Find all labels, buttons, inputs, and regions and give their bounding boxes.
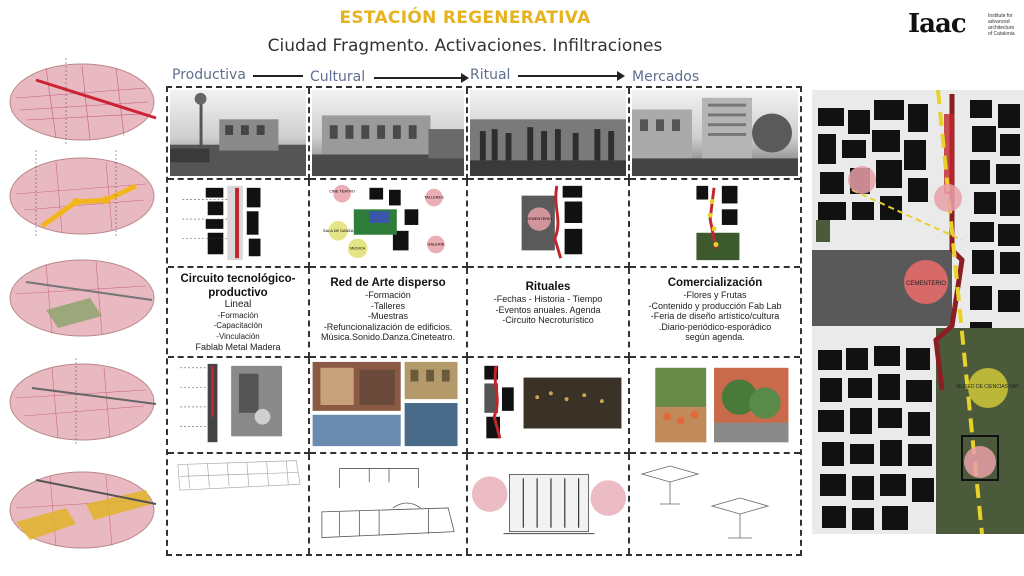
activity-cultural <box>310 358 468 454</box>
desc-cultural-line-3: -Muestras <box>367 311 408 321</box>
flow-arrow-2 <box>374 77 462 79</box>
site-map <box>812 90 1024 534</box>
activation-matrix <box>166 86 802 556</box>
photo-ritual <box>468 88 630 180</box>
desc-productiva-line-4: -Vinculación <box>216 331 260 341</box>
plan-ritual <box>468 180 630 268</box>
flow-stage-mercados: Mercados <box>632 69 700 85</box>
desc-productiva <box>168 268 310 358</box>
desc-productiva-line-1: Lineal <box>224 299 252 310</box>
flow-stage-ritual: Ritual <box>470 67 511 83</box>
map-label-cementerio: CEMENTERIO <box>905 281 947 287</box>
desc-ritual-title: Rituales <box>525 281 571 293</box>
desc-productiva-title: Circuito tecnológico-productivo <box>180 273 296 299</box>
map-label-museo: MUSEO DE CIENCIAS NAT. <box>956 384 1020 390</box>
desc-mercados-line-3: -Feria de diseño artístico/cultura <box>650 311 780 321</box>
plan-mercados <box>630 180 800 268</box>
desc-productiva-line-3: -Capacitación <box>213 321 263 330</box>
desc-cultural-line-2: -Talleres <box>370 300 405 311</box>
logo-institute-text: Institute for advanced architecture of Catalonia <box>988 13 1015 37</box>
desc-mercados-title: Comercialización <box>667 277 763 289</box>
desc-cultural-line-1: -Formación <box>365 290 411 300</box>
logo-mark: Iaac <box>908 9 966 39</box>
plan-productiva <box>168 180 310 268</box>
desc-ritual <box>468 268 630 358</box>
activity-mercados <box>630 358 800 454</box>
desc-mercados-line-1: -Flores y Frutas <box>683 290 747 300</box>
plan-cultural <box>310 180 468 268</box>
flow-stage-cultural: Cultural <box>310 69 366 85</box>
desc-mercados-line-4: .Diario-periódico-esporádico <box>658 321 772 332</box>
photo-productiva <box>168 88 310 180</box>
cultural-label-musica: MÚSICA <box>350 245 366 251</box>
photo-mercados <box>630 88 800 180</box>
desc-productiva-line-2: -Formación <box>217 310 259 320</box>
page-title: ESTACIÓN REGENERATIVA <box>339 8 591 28</box>
desc-mercados <box>630 268 800 358</box>
cultural-label-danza: SALA DE DANZA <box>322 227 354 233</box>
desc-mercados-line-5: según agenda. <box>685 332 745 342</box>
sketch-cultural <box>310 454 468 554</box>
cultural-label-talleres: TALLERES <box>424 194 444 200</box>
axonometric-layer-5 <box>6 464 158 552</box>
desc-ritual-line-1: -Fechas - Historia - Tiempo <box>493 294 603 304</box>
page-subtitle: Ciudad Fragmento. Activaciones. Infiltraciones <box>267 36 663 56</box>
axonometric-layer-1 <box>6 58 158 146</box>
axonometric-layer-4 <box>6 358 158 446</box>
desc-cultural <box>310 268 468 358</box>
cultural-label-galeria: GALERÍA <box>427 241 445 247</box>
activity-ritual <box>468 358 630 454</box>
desc-productiva-line-5: Fablab Metal Madera <box>195 342 281 352</box>
desc-ritual-line-3: -Circuito Necroturístico <box>502 315 594 325</box>
axonometric-layer-2 <box>6 150 158 238</box>
desc-cultural-line-4: -Refuncionalización de edificios. <box>323 321 453 332</box>
iaac-logo <box>908 10 1024 40</box>
desc-mercados-line-2: -Contenido y producción Fab Lab <box>648 300 782 311</box>
axonometric-layer-3 <box>6 252 158 340</box>
flow-stage-productiva: Productiva <box>172 67 246 83</box>
ritual-label-cementerio: CEMENTERIO <box>526 216 553 222</box>
desc-ritual-line-2: -Eventos anuales. Agenda <box>495 304 601 315</box>
desc-cultural-title: Red de Arte disperso <box>330 277 446 289</box>
sketch-ritual <box>468 454 630 554</box>
sketch-productiva <box>168 454 310 554</box>
activity-productiva <box>168 358 310 454</box>
sketch-mercados <box>630 454 800 554</box>
flow-arrow-1 <box>253 75 303 77</box>
desc-cultural-line-5: Música.Sonido.Danza.Cineteatro. <box>320 332 456 342</box>
flow-arrow-3 <box>518 75 618 77</box>
photo-cultural <box>310 88 468 180</box>
cultural-label-cine: CINE TEATRO <box>329 188 355 194</box>
